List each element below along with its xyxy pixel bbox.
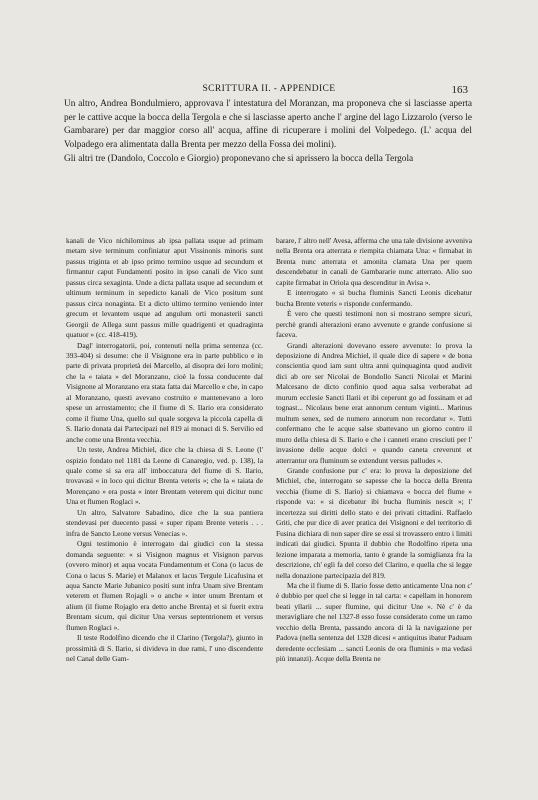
column-paragraph: Dagl' interrogatorii, poi, contenuti nella prima sentenza (cc. 393-404) si desume: che il Visignone era in parte pubblico e in parte di privata proprietà dei Marcello, al disopra dei loro molini; che la « taiata » del Moranzano, cioè la fossa conducente dal Visignone al Moranzano era stata fatta dai Marcello e che, in capo al Moranzano, questi avevano costruito e mantenevano a loro spese un arrostamento; che il fiume di S. Ilario era considerato come il fiume Una, quello sul quale sorgeva la piccola capella di S. Ilario donata dai Partecipazi nel 819 ai monaci di S. Servilio ed anche come una Brenta vecchia. xyxy=(66,340,263,444)
column-paragraph: Un teste, Andrea Michiel, dice che la chiesa di S. Leone (l' ospizio fondato nel 1181 da Leone di Canaregio, ved. p. 138), la quale come si sa era all' imboccatura del fiume di S. Ilario, trovavasi « in loco qui dicitur Brenta veteris »; che la « taiata de Morençano » era posta « inter Brentam veterem qui dicitur nunc Una et flumen Roglaci ». xyxy=(66,445,263,507)
column-paragraph: È vero che questi testimoni non si mostrano sempre sicuri, perchè grandi alterazioni erano avvenute e grande confusione si faceva. xyxy=(276,309,472,340)
page-number: 163 xyxy=(451,84,468,96)
column-paragraph: Grandi alterazioni dovevano essere avvenute: lo prova la deposizione di Andrea Michiel, il quale dice di sapere « de bona conscientia quod iam sunt ultra anni quinquaginta quod audivit dici ab ore ser Nicolai de Bondollo Sancti Nicolai et Marini Malcesano de dicto confinio quod aqua salsa verberabat ad murum ecclesie Sancti Ilarii et ibi ceperunt go ad fossinam et ad tognast... Nicolaus bene erat annorum centum viginti... Marinus multum senex, sed de numero annorum non recordatur ». Tutti confermano che le acque salse sbattevano un giorno contro il muro della chiesa di S. Ilario e che i canneti erano cresciuti per l' invasione delle acque dolci « quando caneta creverunt et atterrantur ora fluminum se extendunt versus palludes ». xyxy=(276,340,472,465)
intro-text xyxy=(64,98,472,167)
column-paragraph: Grande confusione pur c' era: lo prova la deposizione del Michiel, che, interrogato se sapesse che la bocca della Brenta vecchia (fiume di S. Ilario) si chiamava « bocca del flume » risponde va: « si dicebatur ibi bucha fluminis nescit »; l' incertezza sui diritti dello stato e dei privati cittadini. Raffaelo Griti, che pur dice di aver pratica dei Visignoni e del territorio di Fusina dichiara di non saper dire se essi si trovassero entro i limiti indicati dai giudici. Spunta il dubbio che Rodolfino ripeta una lezione imparata a memoria, tanto è grande la somiglianza fra la descrizione, ch' egli fa del corso del Clarino, e quella che si legge nella donazione partecipazia del 819. xyxy=(276,465,472,580)
intro-paragraph: Gli altri tre (Dandolo, Coccolo e Giorgio) proponevano che si aprissero la bocca della Tergola xyxy=(64,154,414,164)
column-paragraph: Ogni testimonio è interrogato dai giudici con la stessa domanda seguente: « si Visignon magnus et Visignon parvus (ovvero minor) et aqua vocata Fundamentum et Cona (o lacus de Cona o lacus S. Marie) et Malanox et lacus Tergule Licafusina et aqua Sancte Marie Jubanico positi sunt infra Unam sive Brentam veterem et flumen Rojagli » o anche « inter unum Brentam et alium (il fiume Rojaglo era detto anche Brenta) et si fuerit extra Brentam sicum, qui dicitur Una versus septentrionem et versus flumen Roglaci ». xyxy=(66,539,263,632)
column-paragraph: Ma che il fiume di S. Ilario fosse detto anticamente Una non c' è dubbio per quel che si legge in tal carta: « capellam in honorem beati yllarii ... super flumine, qui dicitur Une ». Nè c' è da meravigliare che nel 1327-8 esso fosse considerato come un ramo vecchio della Brenta, passando ancora di là la navigazione per Padova (nella sentenza del 1328 dicesi « antiquitus ibatur Paduam deredente ecclesiam ... sancti Leonis de ora fluminis » ma vedasi più innanzi). Acque della Brenta ne xyxy=(276,580,473,664)
page-header xyxy=(0,84,538,98)
column-paragraph: Il teste Rodolfino dicendo che il Clarino (Tergola?), giunto in prossimità di S. Ilario, si divideva in due rami, l' uno discendente nel Canal delle Gam- xyxy=(66,633,263,664)
column-paragraph: barare, l' altro nell' Avesa, afferma che una tale divisione avveniva nella Brenta ora atterrata e riempita chiamata Una: « firmabat in Brenta nunc atterrata et amonita clamata Una per quem descendebatur in canali de Gambararie nunc atterrato. Alio suo capite firmabat in Oriola qua descenditur in Avisa ». xyxy=(276,236,472,287)
column-paragraph: Un altro, Salvatore Sabadino, dice che la sua pantiera stendevasi per duecento passi « super ripam Brente veteris . . . infra de Sancto Leone versus Venecias ». xyxy=(66,507,263,538)
running-head: SCRITTURA II. - APPENDICE xyxy=(202,84,336,94)
intro-paragraph: Un altro, Andrea Bondulmiero, approvava l' intestatura del Moranzan, ma proponeva che si lasciasse aperta per le cattive acque la bocca della Tergola e che si lasciasse aperto anche l' argine del lago Lizzarolo (verso le Gambarare) per dar maggior corso all' acqua, affine di ricuperare i molini del Volpedego. (L' acqua del Volpadego era alimentata dalla Brenta per mezzo della Fossa dei molini). xyxy=(64,99,472,150)
column-paragraph: kanali de Vico nichilominus ab ipsa pallata usque ad primam metam sive terminum confiniatur aput Vissinonis minoris sunt passus triginta et ab ipso primo termino usque ad secundum et firmantur caput Fundamenti posito in ipso canali de Vico sunt passus circa sexaginta. Unde a dicta pallata usque ad secundum et ultimum terminum in sepedicto kanali de Vico positum sunt passus circa nonaginta. Et a dicto ultimo termino veniendo inter grecum et levantem usque ad angulum orti monasterii sancti Georgii de Allega sunt passus mille quadrigenti et quadraginta quatuor » (cc. 418-419). xyxy=(66,236,263,340)
right-column xyxy=(276,236,472,665)
column-paragraph: E interrogato « si bucha fluminis Sancti Leonis dicebatur bucha Brente veteris » risponde confermando. xyxy=(276,288,472,308)
left-column xyxy=(66,236,263,665)
